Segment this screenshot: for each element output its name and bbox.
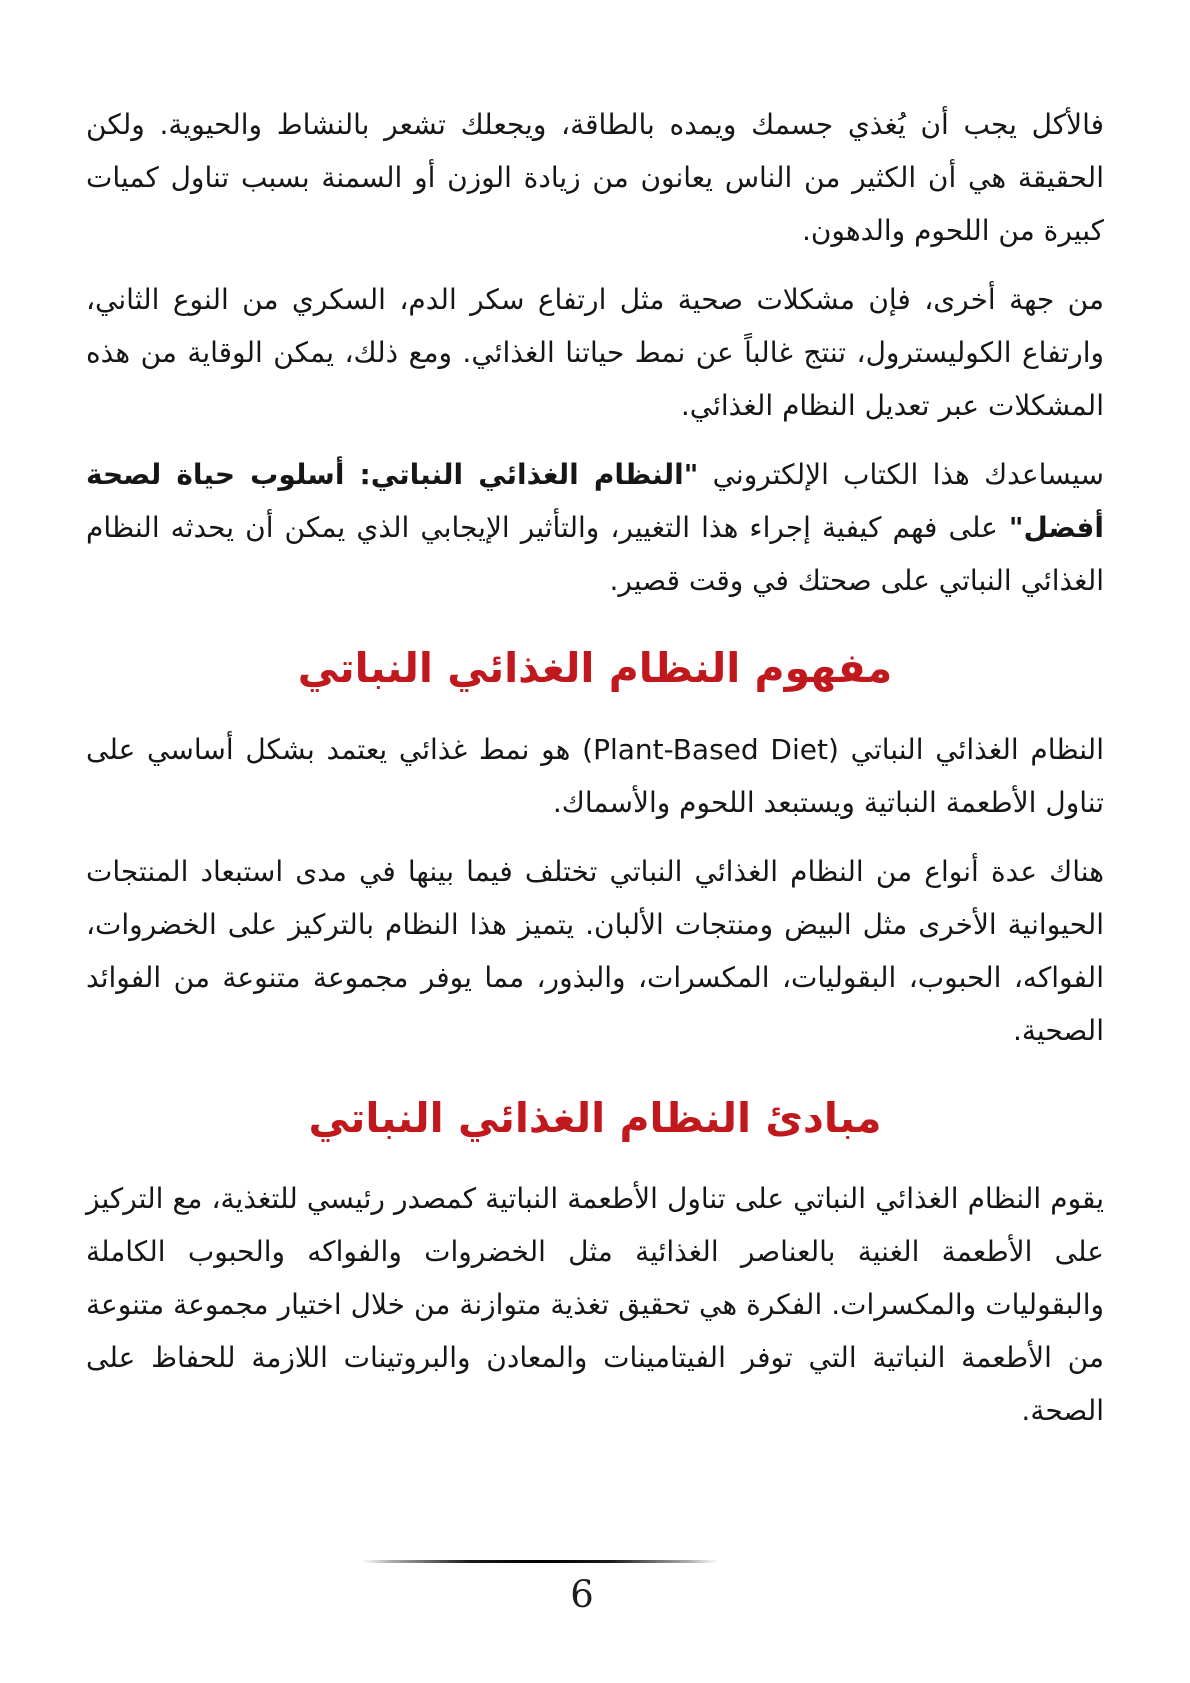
ebook-title-bold: "النظام الغذائي النباتي: أسلوب حياة لصحة أفضل" <box>86 458 1104 544</box>
paragraph-concept-1: النظام الغذائي النباتي (Plant-Based Diet) هو نمط غذائي يعتمد بشكل أساسي على تناول الأطعمة النباتية ويستبعد اللحوم والأسماك. <box>86 732 1104 819</box>
paragraph-intro-3-text: سيساعدك هذا الكتاب الإلكتروني <box>698 458 1104 491</box>
paragraph-concept-2: هناك عدة أنواع من النظام الغذائي النباتي تختلف فيما بينها في مدى استبعاد المنتجات الحيوانية الأخرى مثل البيض ومنتجات الألبان. يتميز هذا النظام بالتركيز على الخضروات، الفواكه، الحبوب، البقوليات، المكسرات، والبذور، مما يوفر مجموعة متنوعة من الفوائد الصحية. <box>86 854 1104 1047</box>
paragraph-intro-2: من جهة أخرى، فإن مشكلات صحية مثل ارتفاع سكر الدم، السكري من النوع الثاني، وارتفاع الكوليسترول، تنتج غالباً عن نمط حياتنا الغذائي. ومع ذلك، يمكن الوقاية من هذه المشكلات عبر تعديل النظام الغذائي. <box>86 283 1104 422</box>
page-number: 6 <box>570 1573 594 1616</box>
footer-divider <box>362 1560 718 1563</box>
paragraph-intro-1: فالأكل يجب أن يُغذي جسمك ويمده بالطاقة، ويجعلك تشعر بالنشاط والحيوية. ولكن الحقيقة هي أن الكثير من الناس يعانون من زيادة الوزن أو السمنة بسبب تناول كميات كبيرة من اللحوم والدهون. <box>86 108 1104 247</box>
paragraph-intro-3-continuation: على فهم كيفية إجراء هذا التغيير، والتأثير الإيجابي الذي يمكن أن يحدثه النظام الغذائي النباتي على صحتك في وقت قصير. <box>86 511 1104 597</box>
paragraph-intro-3 <box>86 448 1104 607</box>
page-footer <box>0 1560 1190 1616</box>
paragraph-principles-1: يقوم النظام الغذائي النباتي على تناول الأطعمة النباتية كمصدر رئيسي للتغذية، مع التركيز على الأطعمة الغنية بالعناصر الغذائية مثل الخضروات والفواكه والحبوب الكاملة والبقوليات والمكسرات. الفكرة هي تحقيق تغذية متوازنة من خلال اختيار مجموعة متنوعة من الأطعمة النباتية التي توفر الفيتامينات والمعادن والبروتينات اللازمة للحفاظ على الصحة. <box>86 1182 1104 1428</box>
section-heading-principles: مبادئ النظام الغذائي النباتي <box>308 1093 882 1142</box>
section-heading-concept: مفهوم النظام الغذائي النباتي <box>297 644 893 692</box>
